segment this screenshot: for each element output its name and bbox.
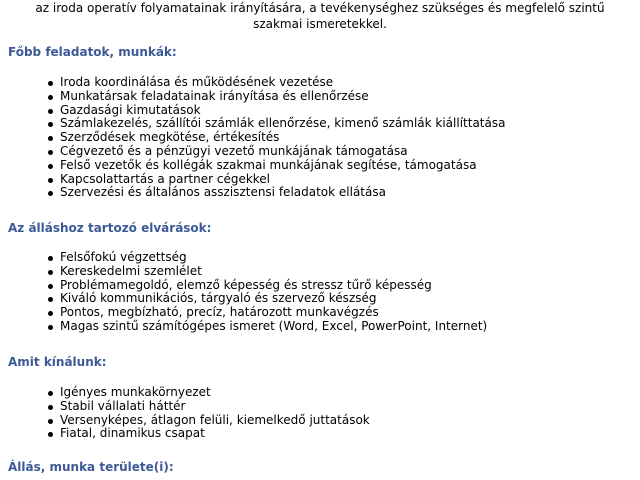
list-item: Problémamegoldó, elemző képesség és stressz tűrő képesség	[48, 279, 487, 293]
section-heading-job-area: Állás, munka területe(i):	[8, 460, 174, 474]
list-item: Pontos, megbízható, precíz, határozott munkavégzés	[48, 306, 487, 320]
list-item: Kapcsolattartás a partner cégekkel	[48, 173, 505, 187]
list-item: Versenyképes, átlagon felüli, kiemelkedő juttatások	[48, 414, 370, 428]
intro-line-1: az iroda operatív folyamatainak irányítására, a tevékenységhez szükséges és megfelelő szintű	[35, 1, 605, 15]
requirements-list	[48, 251, 487, 334]
list-item: Magas szintű számítógépes ismeret (Word, Excel, PowerPoint, Internet)	[48, 320, 487, 334]
list-item: Munkatársak feladatainak irányítása és ellenőrzése	[48, 90, 505, 104]
list-item: Gazdasági kimutatások	[48, 104, 505, 118]
intro-paragraph	[14, 0, 626, 32]
list-item: Kiváló kommunikációs, tárgyaló és szervező készség	[48, 292, 487, 306]
section-heading-requirements: Az álláshoz tartozó elvárások:	[8, 221, 212, 235]
list-item: Fiatal, dinamikus csapat	[48, 427, 370, 441]
section-heading-offer: Amit kínálunk:	[8, 355, 107, 369]
list-item: Stabil vállalati háttér	[48, 400, 370, 414]
list-item: Cégvezető és a pénzügyi vezető munkájának támogatása	[48, 145, 505, 159]
section-heading-tasks: Főbb feladatok, munkák:	[8, 45, 177, 59]
intro-line-2: szakmai ismeretekkel.	[253, 17, 387, 31]
list-item: Szerződések megkötése, értékesítés	[48, 131, 505, 145]
list-item: Számlakezelés, szállítói számlák ellenőrzése, kimenő számlák kiállíttatása	[48, 117, 505, 131]
list-item: Felsőfokú végzettség	[48, 251, 487, 265]
list-item: Kereskedelmi szemlélet	[48, 265, 487, 279]
list-item: Szervezési és általános asszisztensi feladatok ellátása	[48, 186, 505, 200]
offer-list	[48, 386, 370, 441]
list-item: Iroda koordinálása és működésének vezetése	[48, 76, 505, 90]
list-item: Igényes munkakörnyezet	[48, 386, 370, 400]
tasks-list	[48, 76, 505, 200]
list-item: Felső vezetők és kollégák szakmai munkájának segítése, támogatása	[48, 159, 505, 173]
